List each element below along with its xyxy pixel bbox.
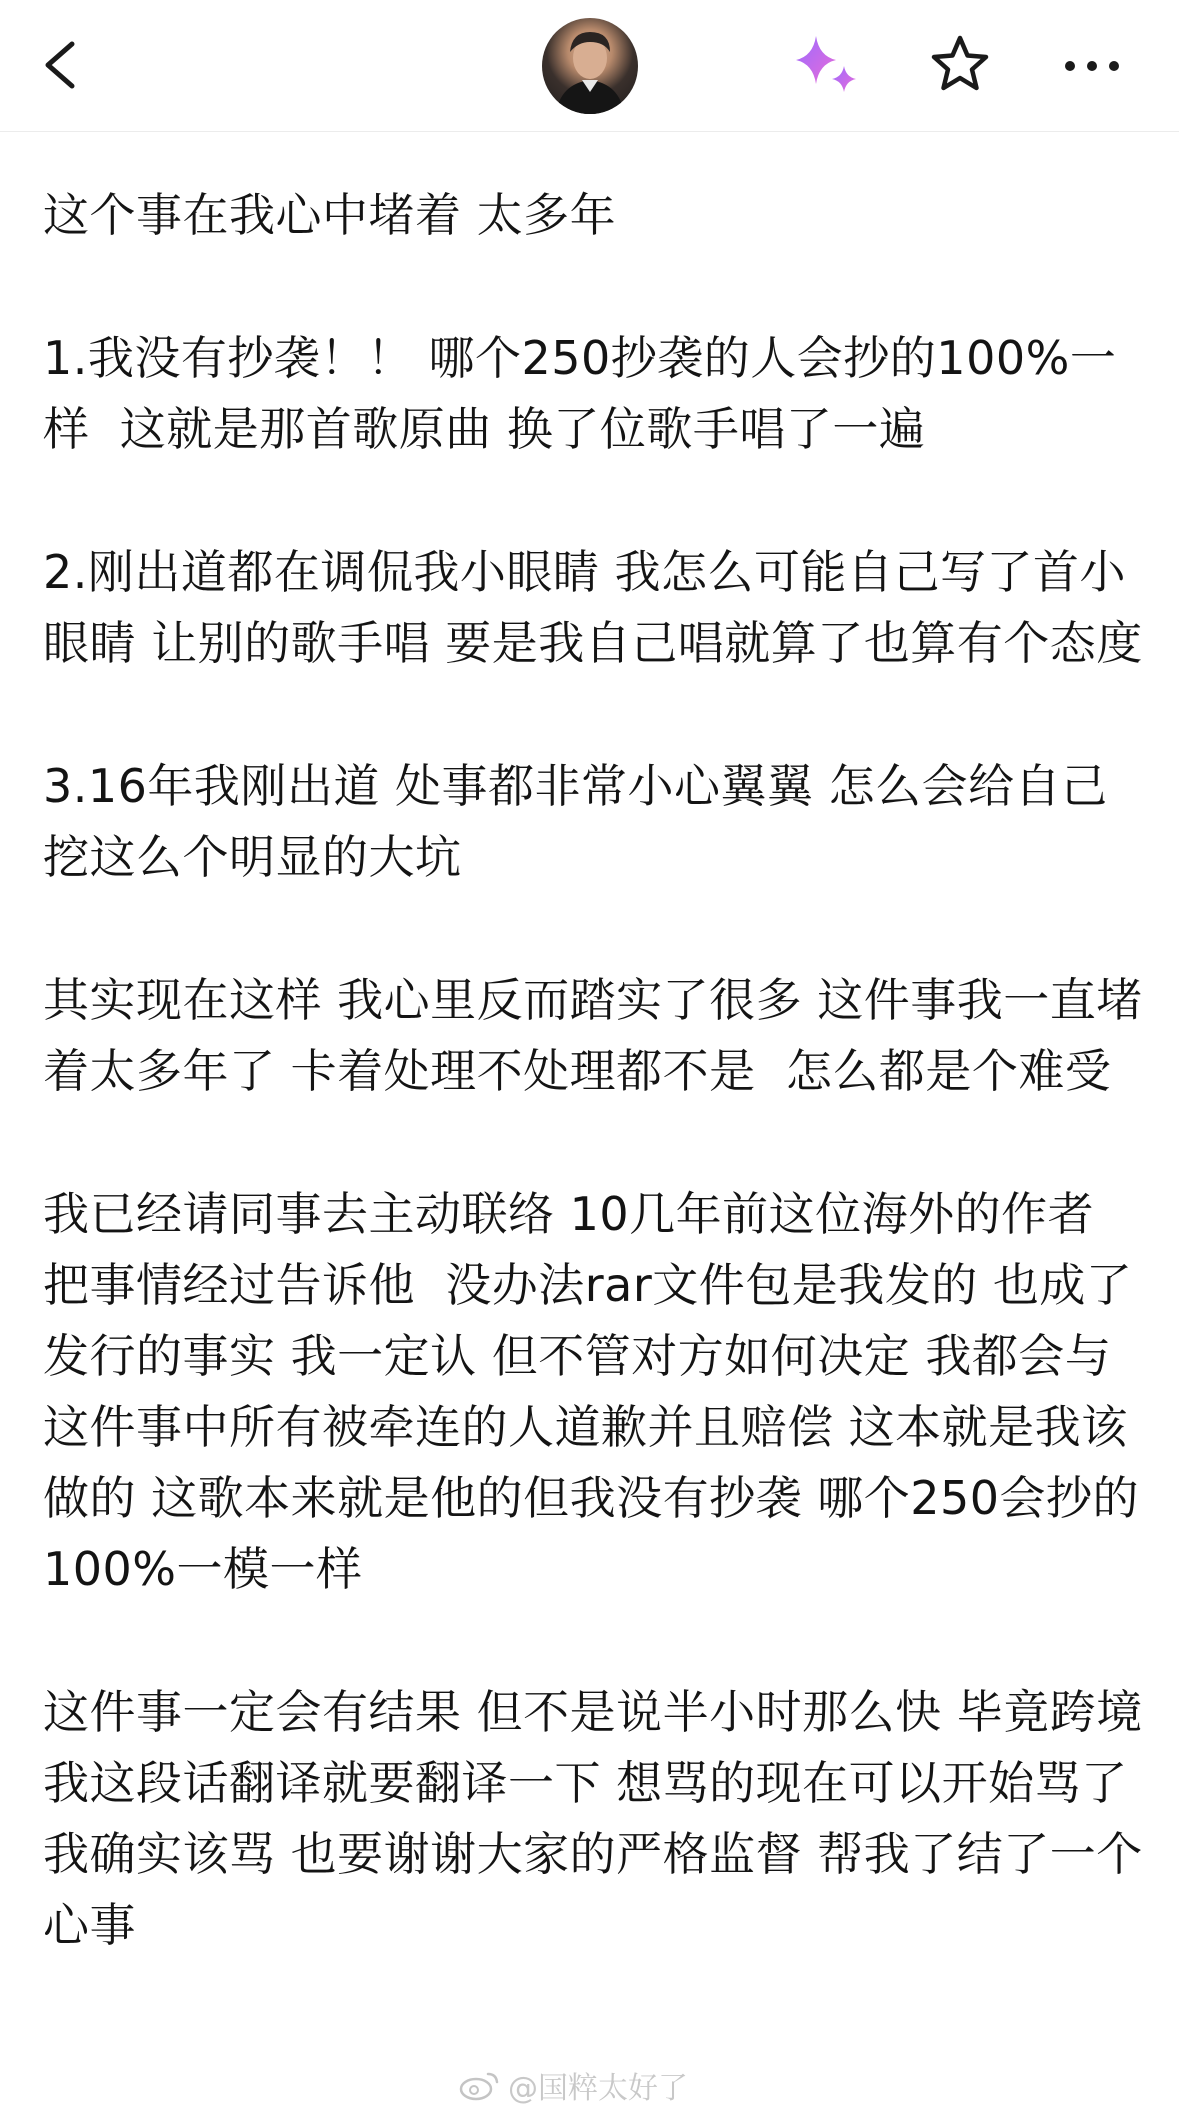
post-paragraph: 这件事一定会有结果 但不是说半小时那么快 毕竟跨境 我这段话翻译就要翻译一下 想骂的现在可以开始骂了 我确实该骂 也要谢谢大家的严格监督 帮我了结了一个心事 (43, 1685, 1158, 1952)
post-body (43, 180, 1158, 2033)
weibo-logo-icon (458, 2068, 502, 2102)
back-button[interactable] (34, 30, 94, 100)
more-options-button[interactable] (1060, 46, 1124, 86)
avatar[interactable] (542, 18, 638, 114)
watermark-text: @国粹太好了 (508, 2071, 688, 2106)
sparkle-icon (786, 30, 866, 102)
post-paragraph: 其实现在这样 我心里反而踏实了很多 这件事我一直堵着太多年了 卡着处理不处理都不是 怎么都是个难受 (43, 973, 1143, 1098)
avatar-image (542, 18, 638, 114)
chevron-left-icon (34, 30, 94, 100)
post-paragraph: 这个事在我心中堵着 太多年 (43, 188, 617, 242)
watermark (458, 2060, 688, 2110)
post-paragraph: 我已经请同事去主动联络 10几年前这位海外的作者 把事情经过告诉他 没办法rar文件包是我发的 也成了发行的事实 我一定认 但不管对方如何决定 我都会与这件事中所有被牵连的人道歉并且赔偿 这本就是我该做的 这歌本来就是他的但我没有抄袭 哪个250会抄的100%一模一样 (43, 1187, 1140, 1596)
favorite-button[interactable] (925, 30, 995, 100)
post-paragraph: 1.我没有抄袭！！ 哪个250抄袭的人会抄的100%一样 这就是那首歌原曲 换了位歌手唱了一遍 (43, 331, 1117, 456)
star-outline-icon (925, 30, 995, 100)
ai-assistant-button[interactable] (786, 30, 866, 102)
post-paragraph: 2.刚出道都在调侃我小眼睛 我怎么可能自己写了首小眼睛 让别的歌手唱 要是我自己唱就算了也算有个态度 (43, 545, 1143, 670)
post-paragraph: 3.16年我刚出道 处事都非常小心翼翼 怎么会给自己挖这么个明显的大坑 (43, 759, 1108, 884)
more-horizontal-icon (1060, 46, 1124, 86)
top-navigation-bar (0, 0, 1179, 132)
